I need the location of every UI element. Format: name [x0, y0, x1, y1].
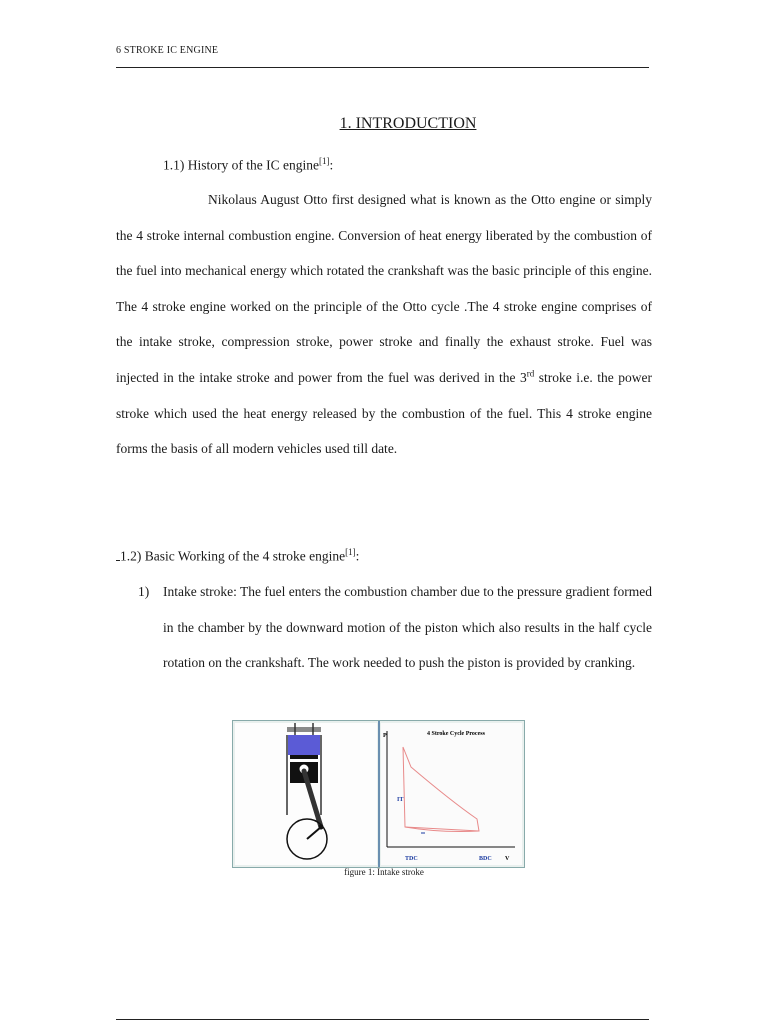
- fuel-charge: [288, 735, 320, 755]
- pv-axis-v: V: [505, 856, 510, 862]
- history-paragraph-first-line: Nikolaus August Otto first designed what is known as the Otto engine: [208, 192, 596, 207]
- crank-arm: [307, 827, 321, 839]
- pv-axis-p: P: [383, 733, 387, 739]
- pv-label-tdc: TDC: [405, 856, 418, 862]
- history-heading-colon: :: [329, 157, 334, 173]
- engine-diagram: [235, 723, 377, 865]
- figure-divider: [378, 721, 380, 867]
- section-title-text: 1. INTRODUCTION: [339, 115, 477, 132]
- pv-label-it: IT: [397, 797, 404, 803]
- history-heading: [163, 156, 333, 174]
- pv-cycle-curve: [403, 747, 479, 832]
- pv-diagram-svg: [381, 723, 522, 865]
- working-heading-colon: :: [355, 548, 360, 564]
- section-title: [0, 115, 768, 133]
- crank-pin: [319, 825, 324, 830]
- history-paragraph-text-a: or simply the 4 stroke internal combustion engine. Conversion of heat energy liberated by the combustion of the fuel into mechanical energy which rotated the crankshaft was the basic principle of this engine. The 4 stroke engine worked on the principle of the Otto cycle .The 4 stroke engine comprises of the intake stroke, compression stroke, power stroke and finally the exhaust stroke. Fuel was injected in the intake stroke and power from the fuel was derived in the 3: [116, 192, 652, 385]
- history-paragraph: [116, 182, 652, 467]
- history-heading-text: 1.1) History of the IC engine: [163, 157, 319, 173]
- working-citation[interactable]: [1]: [345, 547, 356, 557]
- intake-stroke-figure: [232, 720, 525, 868]
- pv-title: 4 Stroke Cycle Process: [427, 731, 485, 737]
- piston-ring: [290, 759, 318, 762]
- working-heading: [116, 547, 359, 565]
- history-citation[interactable]: [1]: [318, 156, 330, 166]
- header-rule: [116, 67, 649, 68]
- engine-diagram-svg: [235, 723, 377, 865]
- pv-label-bdc: BDC: [479, 856, 492, 862]
- list-item: [116, 574, 652, 681]
- ordinal-superscript: rd: [526, 368, 535, 379]
- pv-diagram: [381, 723, 522, 865]
- figure-caption: figure 1: Intake stroke: [344, 867, 424, 877]
- history-paragraph-text-b: stroke i.e. the power stroke which used the heat energy released by the combustion of the fuel. This 4 stroke engine forms the basis of all modern vehicles used till date.: [116, 369, 652, 457]
- footer-rule: [116, 1019, 649, 1020]
- list-item-number: 1): [138, 584, 150, 599]
- running-head: 6 STROKE IC ENGINE: [116, 45, 219, 56]
- list-item-text: Intake stroke: The fuel enters the combustion chamber due to the pressure gradient formed in the chamber by the downward motion of the piston which also results in the half cycle rotation on the crankshaft. The work needed to push the piston is provided by cranking.: [163, 584, 652, 671]
- cylinder-head: [287, 727, 321, 732]
- working-heading-text: 1.2) Basic Working of the 4 stroke engine: [120, 548, 346, 564]
